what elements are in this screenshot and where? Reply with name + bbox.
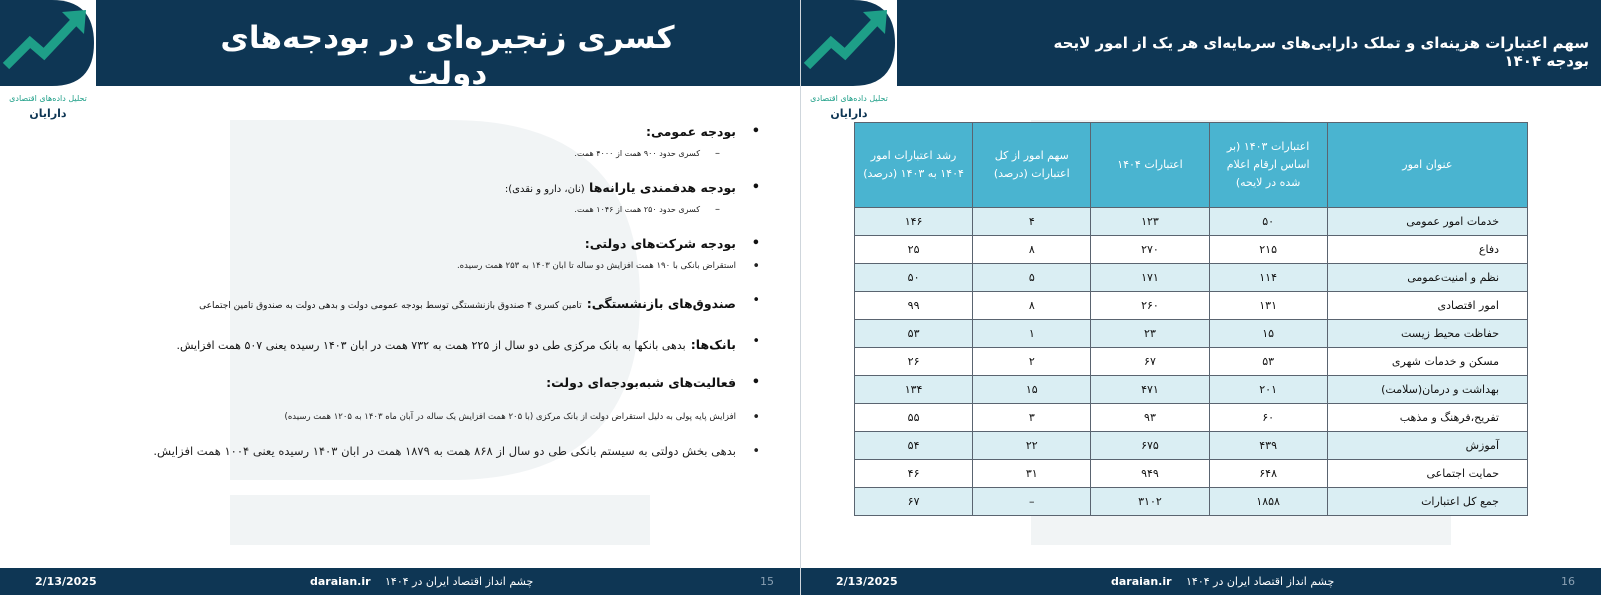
brand-tagline: تحلیل داده‌های اقتصادی [810, 94, 888, 103]
table-cell: ۱۲۳ [1091, 208, 1209, 236]
table-cell: مسکن و خدمات شهری [1327, 348, 1527, 376]
page-number: 16 [1561, 575, 1575, 588]
table-cell: حفاظت محیط زیست [1327, 320, 1527, 348]
header-bar [896, 0, 1601, 86]
table-cell: جمع کل اعتبارات [1327, 488, 1527, 516]
sub-bullet: – کسری حدود ۹۰۰ همت از ۴۰۰۰ همت. [120, 149, 760, 158]
column-header: سهم امور از کل اعتبارات (درصد) [973, 123, 1091, 208]
table-cell: ۵۰ [855, 264, 973, 292]
table-cell: ۹۴۹ [1091, 460, 1209, 488]
table-cell: ۴۷۱ [1091, 376, 1209, 404]
column-header: اعتبارات ۱۴۰۴ [1091, 123, 1209, 208]
brand-name: دارایان [29, 107, 67, 120]
table-cell: ۶۷ [1091, 348, 1209, 376]
table-cell: آموزش [1327, 432, 1527, 460]
brand-logo [801, 0, 897, 86]
table-cell: ۴۶ [855, 460, 973, 488]
footer-caption: چشم انداز اقتصاد ایران در ۱۴۰۴ [385, 575, 534, 588]
table-cell: ۲۶ [855, 348, 973, 376]
table-row [855, 404, 1528, 432]
table-cell: ۵۳ [855, 320, 973, 348]
table-cell: ۳۱ [973, 460, 1091, 488]
table-cell: بهداشت و درمان(سلامت) [1327, 376, 1527, 404]
table-cell: ۶۷۵ [1091, 432, 1209, 460]
table-cell: – [973, 488, 1091, 516]
brand-tagline: تحلیل داده‌های اقتصادی [9, 94, 87, 103]
table-cell: ۹۳ [1091, 404, 1209, 432]
budget-table [854, 122, 1528, 516]
bullet-state-companies: • بودجه شرکت‌های دولتی: [120, 236, 760, 251]
table-cell: ۴۳۹ [1209, 432, 1327, 460]
table-row [855, 236, 1528, 264]
slide-title: سهم اعتبارات هزینه‌ای و تملک دارایی‌های سرمایه‌ای هر یک از امور لایحه بودجه ۱۴۰۴ [1053, 34, 1589, 70]
growth-arrow-icon [0, 0, 96, 86]
header-bar [95, 0, 800, 92]
slide-16 [801, 0, 1601, 595]
bullet-general-budget: • بودجه عمومی: [120, 124, 760, 139]
table-cell: ۵۵ [855, 404, 973, 432]
table-row [855, 376, 1528, 404]
table-cell: ۶۷ [855, 488, 973, 516]
slide-15 [0, 0, 800, 595]
table-cell: ۴ [973, 208, 1091, 236]
table-cell: ۲۶۰ [1091, 292, 1209, 320]
table-cell: دفاع [1327, 236, 1527, 264]
column-header: عنوان امور [1327, 123, 1527, 208]
table-cell: ۶۴۸ [1209, 460, 1327, 488]
table-cell: ۱۵ [1209, 320, 1327, 348]
table-cell: ۲۰۱ [1209, 376, 1327, 404]
table-header-row [855, 123, 1528, 208]
column-header: رشد اعتبارات امور ۱۴۰۴ به ۱۴۰۳ (درصد) [855, 123, 973, 208]
bullet-quasi-fiscal: • فعالیت‌های شبه‌بودجه‌ای دولت: [120, 375, 760, 390]
table-cell: ۱۴۶ [855, 208, 973, 236]
table-cell: تفریح،فرهنگ و مذهب [1327, 404, 1527, 432]
table-cell: ۵۴ [855, 432, 973, 460]
bullet-list [120, 124, 760, 458]
table-cell: ۶۰ [1209, 404, 1327, 432]
bullet-pension-funds: • صندوق‌های بازنشستگی: تامین کسری ۴ صندوق بازنشستگی توسط بودجه عمومی دولت و بدهی دولت به صندوق تامین اجتماعی [120, 293, 760, 312]
table-cell: ۳۱۰۲ [1091, 488, 1209, 516]
table-row [855, 320, 1528, 348]
growth-arrow-icon [801, 0, 897, 86]
table-cell: ۱۷۱ [1091, 264, 1209, 292]
footer-bar [801, 568, 1601, 595]
table-cell: ۸ [973, 292, 1091, 320]
table-cell: ۲۱۵ [1209, 236, 1327, 264]
table-row [855, 208, 1528, 236]
table-cell: ۱ [973, 320, 1091, 348]
footer-site-link[interactable]: daraian.ir [310, 575, 371, 588]
brand-name: دارایان [830, 107, 868, 120]
bullet-text: • استقراض بانکی با ۱۹۰ همت افزایش دو ساله تا ابان ۱۴۰۳ به ۲۵۳ همت رسیده. [120, 261, 760, 271]
table-row [855, 460, 1528, 488]
table-row [855, 292, 1528, 320]
table-cell: ۲۵ [855, 236, 973, 264]
sub-bullet: – کسری حدود ۲۵۰ همت از ۱۰۴۶ همت. [120, 205, 760, 214]
table-cell: ۵۰ [1209, 208, 1327, 236]
bullet-subsidy-budget: • بودجه هدفمندی یارانه‌ها (نان، دارو و نقدی): [120, 180, 760, 195]
table-cell: ۱۱۴ [1209, 264, 1327, 292]
table-total-row [855, 488, 1528, 516]
table-row [855, 348, 1528, 376]
table-cell: نظم و امنیت‌عمومی [1327, 264, 1527, 292]
table-cell: ۲۲ [973, 432, 1091, 460]
table-cell: امور اقتصادی [1327, 292, 1527, 320]
table-row [855, 264, 1528, 292]
table-cell: ۲۷۰ [1091, 236, 1209, 264]
bullet-monetary-base: • افزایش پایه پولی به دلیل استقراض دولت از بانک مرکزی (با ۲۰۵ همت افزایش یک ساله در آبان ماه ۱۴۰۳ به ۱۲۰۵ همت رسیده) [120, 412, 760, 422]
footer-date: 2/13/2025 [35, 575, 97, 588]
table-cell: ۱۵ [973, 376, 1091, 404]
table-cell: ۸ [973, 236, 1091, 264]
table-row [855, 432, 1528, 460]
table-cell: ۱۸۵۸ [1209, 488, 1327, 516]
table-cell: خدمات امور عمومی [1327, 208, 1527, 236]
table-cell: ۱۳۴ [855, 376, 973, 404]
slide-title: کسری زنجیره‌ای در بودجه‌های دولت [220, 20, 675, 92]
column-header: اعتبارات ۱۴۰۳ (بر اساس ارقام اعلام شده در لایحه) [1209, 123, 1327, 208]
table-cell: حمایت اجتماعی [1327, 460, 1527, 488]
table-cell: ۲ [973, 348, 1091, 376]
table-cell: ۲۳ [1091, 320, 1209, 348]
bullet-state-debt: • بدهی بخش دولتی به سیستم بانکی طی دو سال از ۸۶۸ همت به ۱۸۷۹ همت در ابان ۱۴۰۳ رسیده یعنی ۱۰۰۴ همت افزایش. [120, 444, 760, 458]
table-cell: ۹۹ [855, 292, 973, 320]
brand-logo [0, 0, 96, 86]
footer-date: 2/13/2025 [836, 575, 898, 588]
table-cell: ۱۳۱ [1209, 292, 1327, 320]
table-cell: ۵ [973, 264, 1091, 292]
table-cell: ۵۳ [1209, 348, 1327, 376]
bullet-banks: • بانک‌ها: بدهی بانکها به بانک مرکزی طی دو سال از ۲۲۵ همت به ۷۳۲ همت در ابان ۱۴۰۳ رسیده یعنی ۵۰۷ همت افزایش. [120, 334, 760, 353]
table-cell: ۳ [973, 404, 1091, 432]
footer-bar [0, 568, 800, 595]
footer-site-link[interactable]: daraian.ir [1111, 575, 1172, 588]
page-number: 15 [760, 575, 774, 588]
footer-caption: چشم انداز اقتصاد ایران در ۱۴۰۴ [1186, 575, 1335, 588]
